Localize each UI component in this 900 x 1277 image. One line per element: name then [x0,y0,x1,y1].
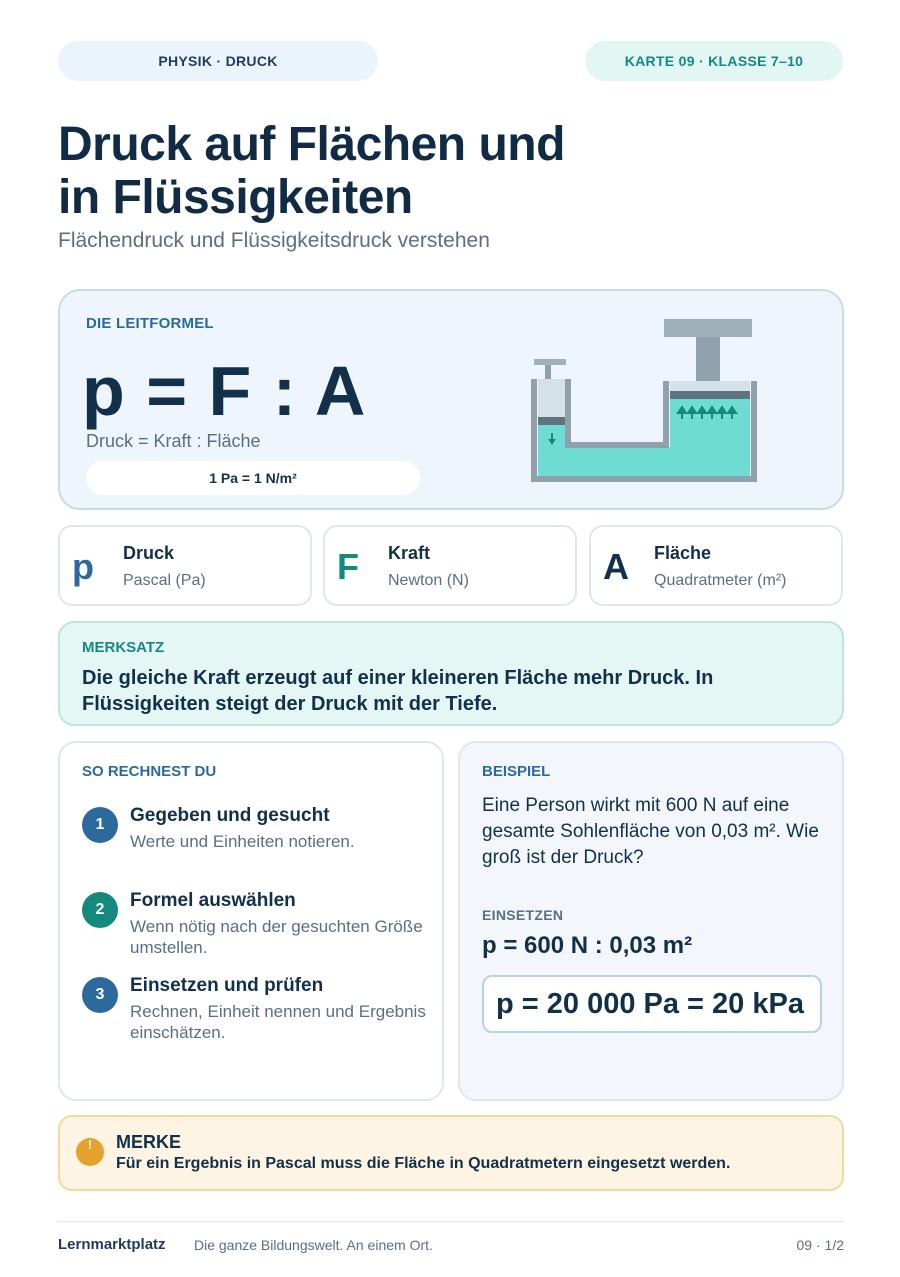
calculation: p = 600 N : 0,03 m² [482,932,693,959]
variable-card-druck [58,525,312,606]
hydraulic-press-icon [530,315,760,485]
merksatz-text: Die gleiche Kraft erzeugt auf einer kleineren Fläche mehr Druck. In Flüssigkeiten steigt der Druck mit der Tiefe. [82,667,714,715]
variable-unit: Pascal (Pa) [123,572,206,589]
step-title: Formel auswählen [130,890,296,911]
step-number-badge: 3 [82,977,118,1013]
tagline: Die ganze Bildungswelt. An einem Ort. [194,1237,433,1253]
variable-letter: p [72,546,94,587]
merksatz-label: MERKSATZ [82,639,165,656]
main-formula: p = F : A [82,352,367,430]
step-number-badge: 2 [82,892,118,928]
variable-card-kraft [323,525,577,606]
variable-name: Druck [123,543,175,563]
page-subtitle: Flächendruck und Flüssigkeitsdruck verstehen [58,229,490,252]
steps-label: SO RECHNEST DU [82,763,217,780]
footer-divider [58,1221,844,1222]
merke-text: Für ein Ergebnis in Pascal muss die Fläche in Quadratmetern eingesetzt werden. [116,1155,731,1172]
formula-words: Druck = Kraft : Fläche [86,431,261,451]
subject-badge: PHYSIK · DRUCK [58,41,378,81]
merke-label: MERKE [116,1132,182,1152]
merke-box [58,1115,844,1191]
insert-label: EINSETZEN [482,907,564,923]
brand-name: Lernmarktplatz [58,1236,166,1253]
step-description: Wenn nötig nach der gesuchten Größe umstellen. [130,917,423,957]
result-box: p = 20 000 Pa = 20 kPa [482,975,822,1033]
variable-letter: A [603,546,629,587]
formula-card [58,289,844,510]
card-info-badge: KARTE 09 · KLASSE 7–10 [585,41,843,81]
step-number-badge: 1 [82,807,118,843]
step-description: Rechnen, Einheit nennen und Ergebnis einschätzen. [130,1002,426,1042]
merksatz-box [58,621,844,726]
page-title: Druck auf Flächen und in Flüssigkeiten [58,118,565,224]
step-description: Werte und Einheiten notieren. [130,832,355,851]
page-number: 09 · 1/2 [796,1237,844,1253]
variable-card-flaeche [589,525,843,606]
variable-unit: Quadratmeter (m²) [654,572,787,589]
variable-unit: Newton (N) [388,572,469,589]
unit-note: 1 Pa = 1 N/m² [86,461,420,495]
steps-card [58,741,444,1101]
variable-name: Fläche [654,543,712,563]
warning-icon: ! [76,1138,104,1166]
variable-name: Kraft [388,543,431,563]
example-label: BEISPIEL [482,763,551,780]
example-text: Eine Person wirkt mit 600 N auf eine gesamte Sohlenfläche von 0,03 m². Wie groß ist der Druck? [482,795,819,868]
example-card [458,741,844,1101]
formula-label: DIE LEITFORMEL [86,315,214,332]
variable-letter: F [337,546,359,587]
step-title: Gegeben und gesucht [130,805,330,826]
step-title: Einsetzen und prüfen [130,975,324,996]
